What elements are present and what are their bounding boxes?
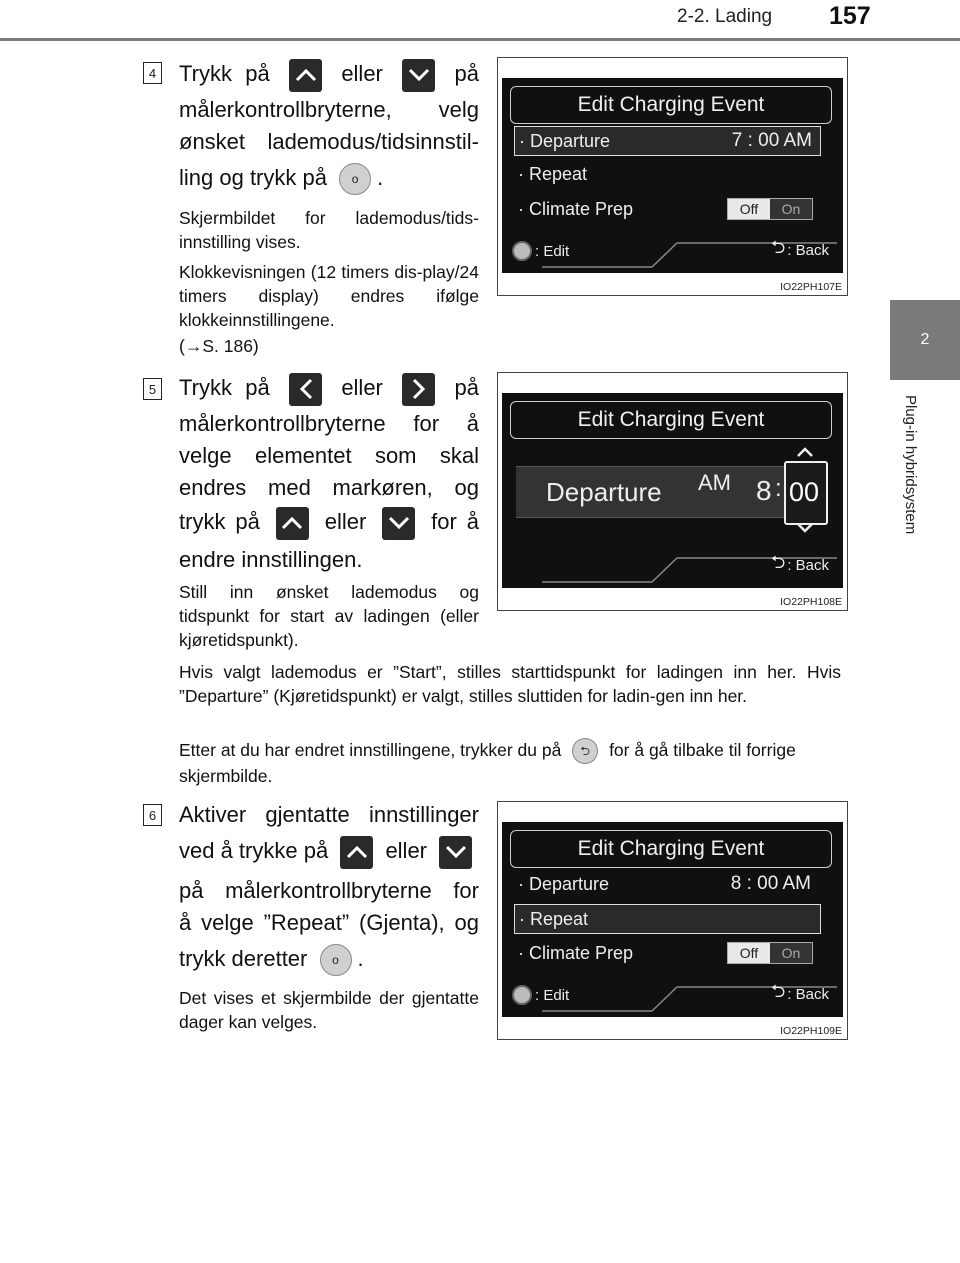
step4-note1: Skjermbildet for lademodus/tids-innstilling vises. bbox=[179, 208, 479, 252]
text: : Edit bbox=[535, 986, 570, 1004]
departure-edit-row bbox=[516, 466, 828, 518]
ampm-value: AM bbox=[698, 470, 731, 495]
hour-value: 8 bbox=[756, 475, 772, 506]
text: velge elementet som skal bbox=[179, 443, 479, 468]
text: trykk på bbox=[179, 509, 260, 534]
chevron-down-icon bbox=[796, 521, 814, 539]
text: for å bbox=[431, 509, 480, 534]
chevron-down-icon bbox=[439, 836, 472, 869]
menu-row-climate-prep bbox=[514, 195, 819, 223]
back-hint bbox=[771, 979, 829, 1009]
text: : Back bbox=[787, 556, 829, 574]
knob-icon bbox=[512, 985, 532, 1005]
toggle-off: Off bbox=[728, 199, 770, 219]
screenshot-edit-charging-event-2 bbox=[497, 372, 848, 611]
text: Aktiver gjentatte innstillinger bbox=[179, 802, 479, 827]
chapter-label: Plug-in hybridsystem bbox=[902, 395, 919, 535]
step5-note3 bbox=[179, 738, 841, 788]
toggle-off: Off bbox=[728, 943, 770, 963]
knob-icon bbox=[512, 241, 532, 261]
chevron-down-icon bbox=[402, 59, 435, 92]
text: målerkontrollbryterne for å bbox=[179, 411, 479, 436]
minute-value: 00 bbox=[789, 477, 820, 507]
text: ved å trykke på bbox=[179, 838, 329, 863]
step-number-4: 4 bbox=[143, 62, 162, 84]
screen-bottom-bar bbox=[502, 233, 843, 273]
text: Trykk på bbox=[179, 61, 270, 86]
edit-hint bbox=[512, 985, 569, 1005]
menu-value: 7 : 00 AM bbox=[731, 130, 812, 151]
menu-row-departure bbox=[514, 126, 821, 156]
toggle-on: On bbox=[770, 199, 812, 219]
text: eller bbox=[341, 375, 383, 400]
menu-value: 8 : 00 AM bbox=[730, 873, 811, 894]
step6-note1: Det vises et skjermbilde der gjentatte dager kan velges. bbox=[179, 988, 479, 1032]
text: eller bbox=[341, 61, 383, 86]
text: Trykk på bbox=[179, 375, 270, 400]
text: . bbox=[357, 946, 364, 971]
back-hint bbox=[771, 235, 829, 265]
chevron-down-icon bbox=[382, 507, 415, 540]
section-title: 2-2. Lading bbox=[677, 6, 773, 27]
chevron-up-icon bbox=[796, 445, 814, 463]
chevron-up-icon bbox=[276, 507, 309, 540]
text: eller bbox=[324, 509, 367, 534]
chevron-right-icon bbox=[402, 373, 435, 406]
step4-text bbox=[179, 58, 479, 195]
text: Etter at du har endret innstillingene, trykker du på bbox=[179, 740, 562, 760]
image-id: IO22PH108E bbox=[780, 596, 842, 608]
step-number-5: 5 bbox=[143, 378, 162, 400]
screenshot-edit-charging-event-1 bbox=[497, 57, 848, 296]
text: å velge ”Repeat” (Gjenta), og bbox=[179, 910, 479, 935]
climate-toggle bbox=[727, 198, 813, 220]
text: ling og trykk på bbox=[179, 165, 327, 190]
screen-title: Edit Charging Event bbox=[510, 86, 832, 124]
text: eller bbox=[385, 838, 428, 863]
screen-title: Edit Charging Event bbox=[510, 401, 832, 439]
chevron-up-icon bbox=[340, 836, 373, 869]
menu-row-climate-prep bbox=[514, 939, 819, 967]
chevron-up-icon bbox=[289, 59, 322, 92]
text: : Edit bbox=[535, 242, 570, 260]
menu-row-departure bbox=[514, 870, 819, 898]
back-hint bbox=[771, 550, 829, 580]
text: på målerkontrollbryterne for bbox=[179, 878, 479, 903]
text: . bbox=[377, 165, 384, 190]
minute-cursor bbox=[784, 461, 828, 525]
menu-label: · Departure bbox=[519, 130, 611, 151]
text: ønsket lademodus/tidsinnstil- bbox=[179, 129, 479, 154]
back-arrow-icon: ⮌ bbox=[770, 981, 786, 1001]
climate-toggle bbox=[727, 942, 813, 964]
menu-label: · Repeat bbox=[519, 908, 589, 929]
menu-row-repeat bbox=[514, 160, 819, 188]
menu-label: · Repeat bbox=[518, 163, 588, 184]
text: : Back bbox=[787, 241, 829, 259]
screen-title: Edit Charging Event bbox=[510, 830, 832, 868]
screen-bottom-bar bbox=[502, 977, 843, 1017]
menu-row-repeat bbox=[514, 904, 821, 934]
text: målerkontrollbryterne, velg bbox=[179, 97, 479, 122]
text: på bbox=[454, 375, 479, 400]
back-button-icon: ⮌ bbox=[572, 738, 598, 764]
header-rule bbox=[0, 38, 960, 41]
menu-label: · Departure bbox=[518, 873, 610, 894]
screenshot-edit-charging-event-3 bbox=[497, 801, 848, 1040]
image-id: IO22PH107E bbox=[780, 281, 842, 293]
text: endre innstillingen. bbox=[179, 547, 363, 572]
back-arrow-icon: ⮌ bbox=[770, 552, 786, 572]
edit-hint bbox=[512, 241, 569, 261]
step4-note3: (→S. 186) bbox=[179, 336, 259, 356]
menu-label: · Climate Prep bbox=[518, 942, 634, 963]
text: endres med markøren, og bbox=[179, 475, 479, 500]
image-id: IO22PH109E bbox=[780, 1025, 842, 1037]
step-number-6: 6 bbox=[143, 804, 162, 826]
step6-text bbox=[179, 799, 479, 976]
menu-label: · Climate Prep bbox=[518, 198, 634, 219]
step5-note2: Hvis valgt lademodus er ”Start”, stilles starttidspunkt for ladingen inn her. Hvis ”Departure” (Kjøretidspunkt) er valgt, stilles sluttiden for ladin-gen inn her. bbox=[179, 662, 841, 706]
screen-bottom-bar bbox=[502, 548, 843, 588]
text: trykk deretter bbox=[179, 946, 308, 971]
back-arrow-icon: ⮌ bbox=[770, 237, 786, 257]
chevron-left-icon bbox=[289, 373, 322, 406]
text: : Back bbox=[787, 985, 829, 1003]
chapter-tab: 2 bbox=[890, 300, 960, 380]
text: på bbox=[454, 61, 479, 86]
toggle-on: On bbox=[770, 943, 812, 963]
menu-label: Departure bbox=[546, 477, 662, 507]
step5-note1: Still inn ønsket lademodus og tidspunkt for start av ladingen (eller kjøretidspunkt). bbox=[179, 582, 479, 650]
step5-text bbox=[179, 372, 479, 576]
text: for å gå tilbake til forrige skjermbilde. bbox=[179, 740, 796, 787]
page-number: 157 bbox=[829, 2, 871, 30]
enter-button-icon: o bbox=[320, 944, 352, 976]
step4-note2: Klokkevisningen (12 timers dis-play/24 timers display) endres ifølge klokkeinnstillingene. bbox=[179, 262, 479, 330]
enter-button-icon: o bbox=[339, 163, 371, 195]
colon: : bbox=[775, 475, 782, 502]
